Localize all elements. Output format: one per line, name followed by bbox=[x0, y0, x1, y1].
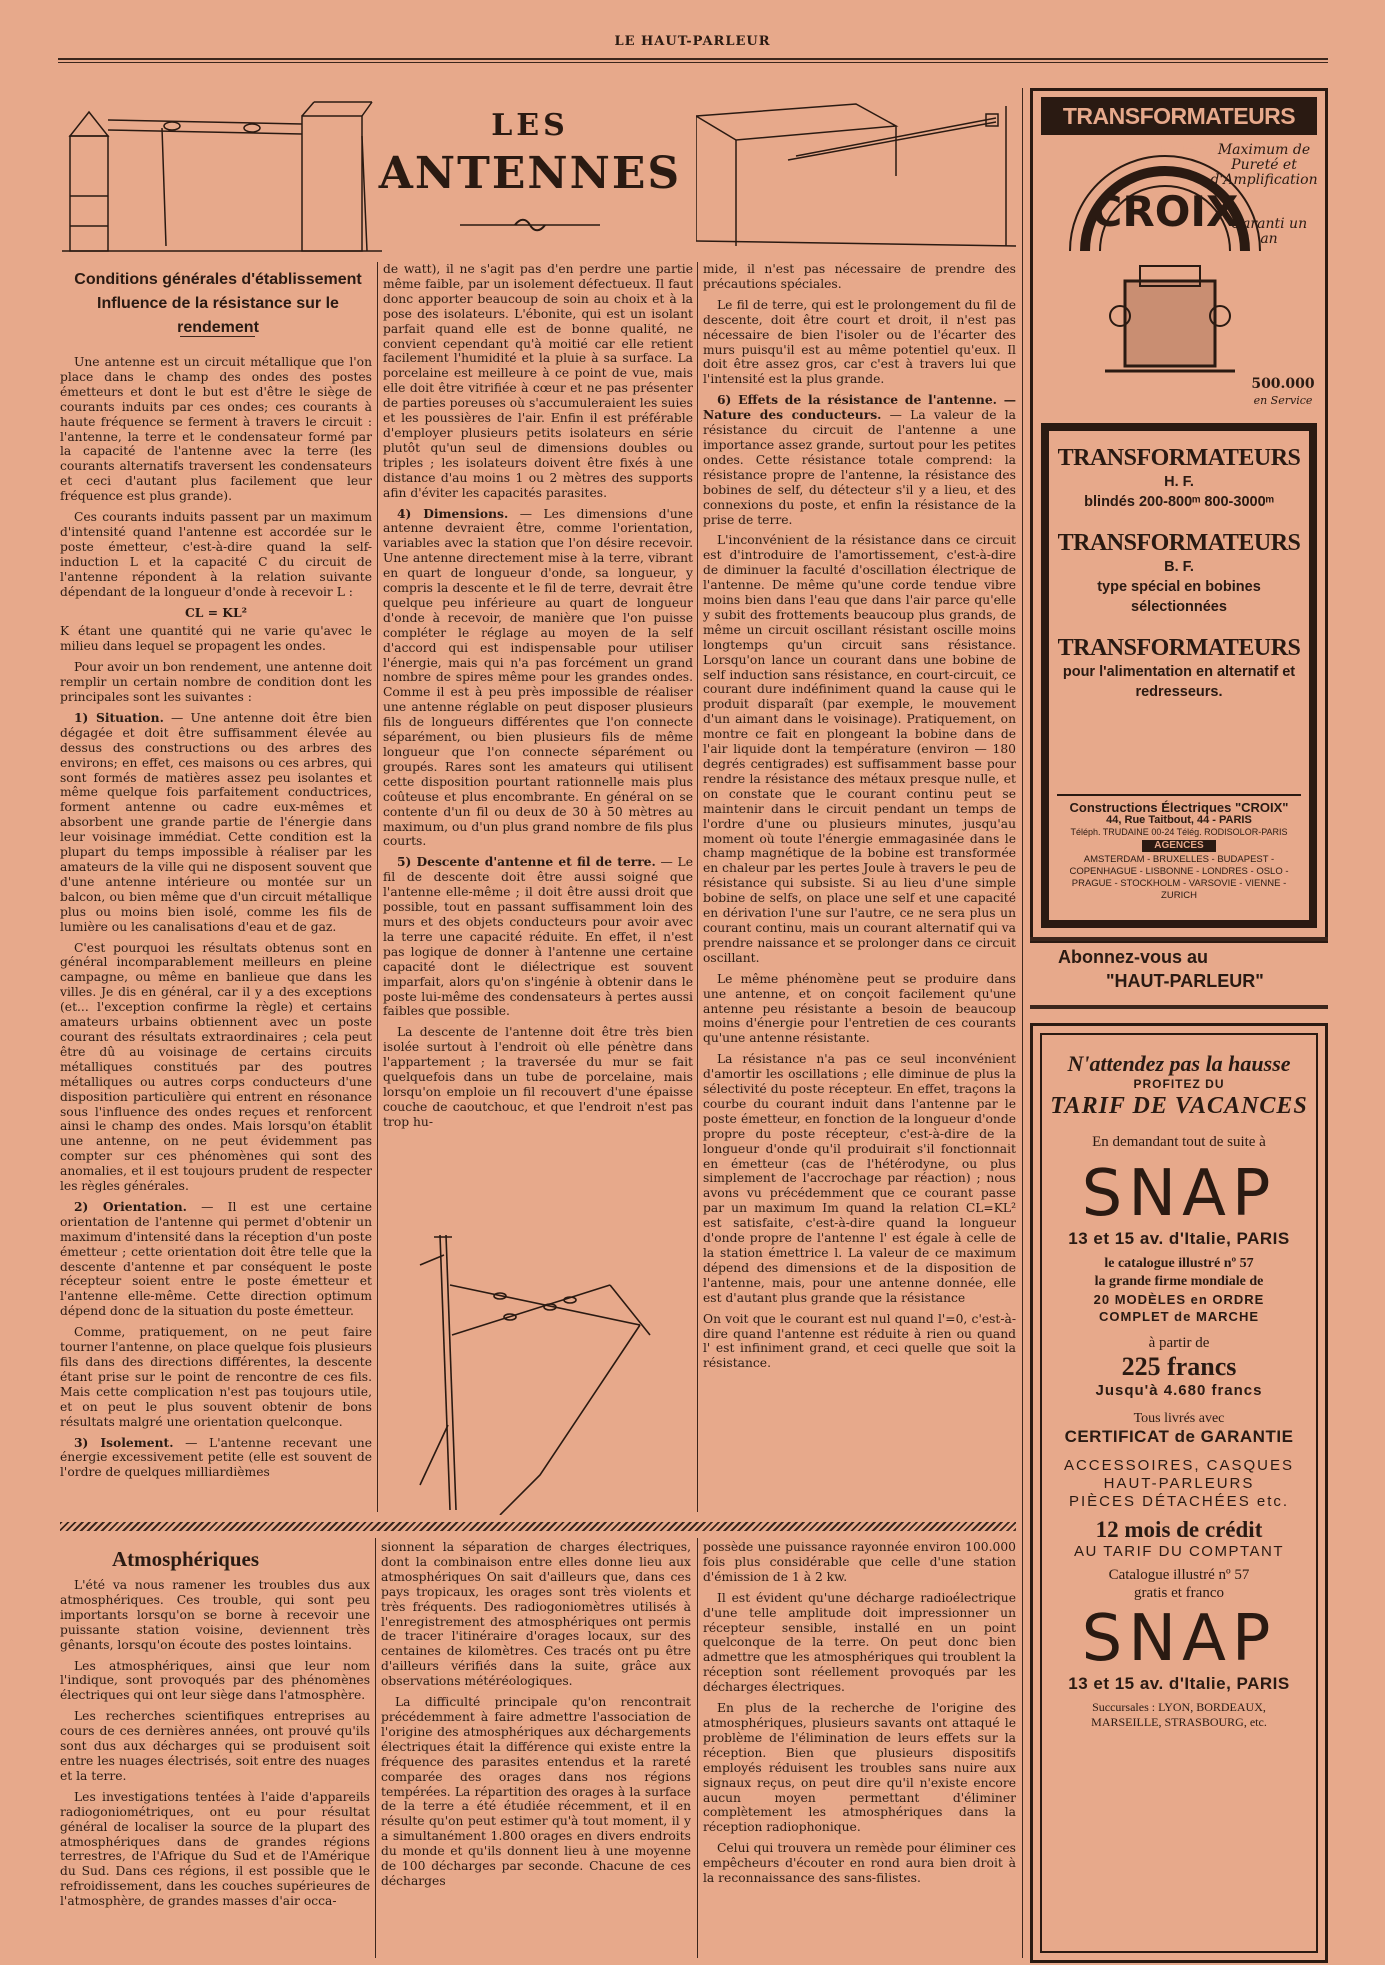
croix-products-inner bbox=[1049, 431, 1309, 920]
snap-address-2: 13 et 15 av. d'Italie, PARIS bbox=[1068, 1674, 1290, 1693]
ad-separator bbox=[1030, 937, 1328, 941]
croix-advertisement bbox=[1030, 88, 1328, 943]
paragraph: Les atmosphériques, ainsi que leur nom l'indique, sont provoqués par des phénomènes électriques qui ont leur siège dans l'atmosphère. bbox=[60, 1658, 370, 1703]
section-text: — Il est une certaine orientation de l'antenne qui permet d'obtenir un maximum d'intensité dans la réception d'un poste émetteur ; cette orientation doit être telle que la descente d'antenne et par conséquent le poste récepteur soient entre le poste émetteur et l'antenne elle-même. Cette direction optimum dépend donc de la situation du poste émetteur. bbox=[60, 1199, 372, 1319]
section-text: — Le fil de descente doit être aussi soigné que l'antenne elle-même ; il doit être aussi droit que possible, tout en passant suffisamment loin des murs et des objets conducteurs pour avoir avec la terre une capacité réduite. En effet, il n'est pas logique de donner à l'antenne une certaine capacité dont le diélectrique est souvent imparfait, alors qu'on s'ingénie à obtenir dans le poste lui-même des condensateurs à pertes aussi faibles que possible. bbox=[383, 855, 693, 1019]
snap-profitez: PROFITEZ DU bbox=[1133, 1077, 1225, 1091]
snap-tarif: TARIF DE VACANCES bbox=[1050, 1093, 1308, 1119]
paragraph: Celui qui trouvera un remède pour éliminer ces empêcheurs d'écouter en rond aura bien droit à la reconnaissance des sans-filistes. bbox=[703, 1841, 1016, 1886]
section-text: — La valeur de la résistance du circuit de l'antenne a une importance assez grande, surtout pour les petites ondes. Cette résistance totale comprend: la résistance propre de l'antenne, la résistance des bobines de self, du détecteur s'il y a lieu, et des connexions du poste, et enfin la résistance de la prise de terre. bbox=[703, 408, 1016, 527]
article-column-1 bbox=[60, 355, 372, 1510]
paragraph: On voit que le courant est nul quand l'=0, c'est-à-dire quand l'antenne est réduite à rien ou quand l' est infiniment grand, et ceci quelle que soit la résistance. bbox=[703, 1311, 1016, 1371]
snap-brand: SNAP bbox=[1081, 1157, 1277, 1231]
section-heading: 1) Situation. bbox=[74, 709, 164, 725]
subscribe-line-2: "HAUT-PARLEUR" bbox=[1106, 971, 1264, 991]
paragraph: La difficulté principale qu'on rencontrait précédemment à faire admettre l'association de l'origine des atmosphériques aux déchargements électriques était la différence qui existe entre la fréquence des parasites entendus et la rareté comparée des orages dans nos régions tempérées. La répartition des orages à la surface de la terre a été étudiée récemment, et il en résulte qu'on peut estimer qu'à tout moment, il y a simultanément 1.800 orages en divers endroits du monde et qu'ils donnent lieu à une moyenne de 100 décharges par seconde. Chacune de ces décharges bbox=[381, 1695, 691, 1888]
section-heading: 4) Dimensions. bbox=[397, 505, 509, 521]
section-text: — L'antenne recevant une énergie excessivement petite (elle est souvent de l'ordre de quelques milliardièmes bbox=[60, 1435, 372, 1480]
paragraph: La résistance n'a pas ce seul inconvénient d'amortir les oscillations ; elle diminue de plus la sélectivité du poste récepteur. En effet, traçons la courbe du courant induit dans l'antenne par le poste émetteur, en fonction de la longueur d'onde propre du poste récepteur, c'est-à-dire de la longueur d'onde qu'il produirait s'il fonctionnait en émetteur (cas de l'hétérodyne, ou plus simplement de l'accrochage par réaction) ; nous avons vu précédemment que ce courant passe par un maximum Im quand la relation CL=KL² est satisfaite, c'est-à-dire quand la longueur d'onde propre de l'antenne l' est égale à celle de la station émettrice l. La valeur de ce maximum dépend des dimensions et de la disposition de l'antenne, mais, pour une antenne donnée, elle est d'autant plus grande que la résistance bbox=[703, 1052, 1016, 1305]
paragraph: Pour avoir un bon rendement, une antenne doit remplir un certain nombre de condition dont les principales sont les suivantes : bbox=[60, 660, 372, 705]
formula: CL = KL² bbox=[184, 604, 248, 620]
masthead: LE HAUT-PARLEUR bbox=[614, 34, 771, 49]
croix-header: TRANSFORMATEURS B.F. bbox=[1041, 97, 1317, 135]
snap-upto: Jusqu'à 4.680 francs bbox=[1095, 1382, 1263, 1399]
atmo-column-1 bbox=[60, 1578, 370, 1960]
snap-catalogue-line: la grande firme mondiale de bbox=[1094, 1274, 1264, 1289]
snap-branches: MARSEILLE, STRASBOURG, etc. bbox=[1091, 1715, 1267, 1729]
croix-company: Constructions Électriques "CROIX" bbox=[1069, 800, 1289, 815]
snap-certificate: CERTIFICAT de GARANTIE bbox=[1064, 1427, 1294, 1446]
paragraph: possède une puissance rayonnée environ 100.000 fois plus considérable que celle d'une station d'émission de 1 à 2 kw. bbox=[703, 1540, 1016, 1584]
antenna-house-illustration bbox=[62, 96, 382, 261]
paragraph: Le même phénomène peut se produire dans une antenne, et on conçoit facilement qu'une antenne peu résistante a besoin de beaucoup moins d'énergie pour l'entretien de ces courants qu'une antenne résistante. bbox=[703, 971, 1016, 1046]
section-heading: 2) Orientation. bbox=[74, 1198, 187, 1214]
atmo-column-3 bbox=[703, 1540, 1016, 1960]
snap-free: gratis et franco bbox=[1134, 1585, 1224, 1601]
croix-telephone: Téléph. TRUDAINE 00-24 Télég. RODISOLOR-PARIS bbox=[1070, 827, 1288, 837]
croix-agences-label: AGENCES bbox=[1142, 840, 1215, 852]
paragraph: Le fil de terre, qui est le prolongement du fil de descente, doit être court et droit, il n'est pas nécessaire de bien l'isoler ou de l'écarter des murs puisqu'il est au même potentiel qu'eux. Il doit être assez gros, car c'est à travers lui que l'intensité est la plus grande. bbox=[703, 297, 1016, 387]
snap-models: COMPLET de MARCHE bbox=[1099, 1309, 1259, 1324]
column-divider-1 bbox=[377, 262, 378, 1512]
subtitle-line-1: Conditions générales d'établissement bbox=[74, 271, 362, 288]
snap-price: 225 francs bbox=[1121, 1352, 1237, 1381]
snap-headline: N'attendez pas la hausse bbox=[1067, 1051, 1291, 1076]
snap-address: 13 et 15 av. d'Italie, PARIS bbox=[1068, 1229, 1290, 1248]
atmo-title: Atmosphériques bbox=[112, 1547, 260, 1571]
section-heading: 3) Isolement. bbox=[74, 1434, 174, 1450]
snap-accessories: ACCESSOIRES, CASQUES bbox=[1063, 1457, 1295, 1474]
paragraph: Il est évident qu'une décharge radioélectrique d'une telle amplitude doit impressionner un récepteur sensible, installé en un point quelconque de la terre. On peut donc bien admettre que les atmosphériques qui troublent la réception sont réellement provoqués par les décharges électriques. bbox=[703, 1590, 1016, 1695]
croix-tagline-1: Maximum de Pureté et d'Amplification bbox=[1210, 142, 1318, 188]
snap-delivered: Tous livrés avec bbox=[1133, 1411, 1225, 1426]
paragraph: sionnent la séparation de charges électriques, dont la combinaison entre elles donne lieu aux atmosphériques On sait d'ailleurs que, dans ces pays tropicaux, les orages sont très violents et très fréquents. Des radiogoniomètres utilisés à l'enregistrement des atmosphériques ont permis de tracer l'itinéraire d'orages locaux, sur des centaines de kilomètres. Ces tracés ont pu être d'ailleurs vérifiés dans la suite, grâce aux observations météréologiques. bbox=[381, 1540, 691, 1689]
paragraph: K étant une quantité qui ne varie qu'avec le milieu dans lequel se propagent les ondes. bbox=[60, 624, 372, 654]
snap-comptant: AU TARIF DU COMPTANT bbox=[1074, 1543, 1284, 1560]
snap-demandant: En demandant tout de suite à bbox=[1092, 1134, 1266, 1150]
croix-address: 44, Rue Taitbout, 44 - PARIS bbox=[1106, 814, 1252, 826]
subtitle-line-2: Influence de la résistance sur le rendement bbox=[97, 295, 339, 336]
section-heading: 5) Descente d'antenne et fil de terre. bbox=[397, 854, 656, 870]
subscribe-notice bbox=[1058, 945, 1318, 993]
atmo-divider-2 bbox=[697, 1538, 698, 1958]
atmo-column-2 bbox=[381, 1540, 691, 1960]
section-text: — Une antenne doit être bien dégagée et doit être suffisamment élevée au dessus des constructions ou des arbres des environs; en effet, ces maisons ou ces arbres, qui sont formés de matières assez peu isolantes et même quelque fois parfaitement conductrices, forment antenne ou cadre eux-mêmes et absorbent une grande partie de l'énergie dans leur voisinage immédiat. Cette condition est la plupart du temps impossible à réaliser par les amateurs de la ville qui ne disposent souvent que d'une antenne intérieure ou montée sur un balcon, ou bien même que d'un circuit métallique plus ou moins bien isolé, comme les fils de lumière ou les canalisations d'eau et de gaz. bbox=[60, 710, 372, 934]
snap-accessories: PIÈCES DÉTACHÉES etc. bbox=[1068, 1493, 1290, 1510]
subscribe-line-1: Abonnez-vous au bbox=[1058, 947, 1209, 967]
product-line: pour l'alimentation en alternatif et redresseurs. bbox=[1062, 664, 1296, 700]
paragraph: En plus de la recherche de l'origine des atmosphériques, plusieurs savants ont attaqué le problème de l'élimination de leurs effets sur la réception. Bien que plusieurs dispositifs employés réduisent les troubles sans nuire aux signaux reçus, on peut dire qu'il n'existe encore aucun moyen permettant d'éliminer complètement les atmosphériques dans la réception radiophonique. bbox=[703, 1701, 1016, 1835]
snap-accessories: HAUT-PARLEURS bbox=[1103, 1475, 1255, 1492]
paragraph: mide, il n'est pas nécessaire de prendre des précautions spéciales. bbox=[703, 262, 1016, 291]
snap-models: 20 MODÈLES en ORDRE bbox=[1093, 1292, 1265, 1307]
section-heading: 6) Effets de la résistance de l'antenne. — Nature des conducteurs. bbox=[703, 392, 1016, 423]
top-rule bbox=[58, 58, 1328, 60]
mast-antenna-illustration bbox=[400, 1225, 680, 1515]
paragraph: Une antenne est un circuit métallique que l'on place dans le champ des ondes des postes émetteurs et dont le but est d'être le siège de courants induits par ces ondes; ces courants à haute fréquence se ferment à travers le circuit : l'antenne, la terre et le condensateur formé par la capacité de l'antenne avec la terre (les courants alternatifs traversent les condensateurs et ceci d'autant plus facilement que leur fréquence est plus grande). bbox=[60, 355, 372, 504]
product-title: TRANSFORMATEURS bbox=[1057, 530, 1301, 556]
product-title: TRANSFORMATEURS bbox=[1057, 445, 1301, 471]
title-ornament bbox=[460, 218, 600, 232]
croix-agences-list: AMSTERDAM - BRUXELLES - BUDAPEST - COPENHAGUE - LISBONNE - LONDRES - OSLO - PRAGUE - STOCKHOLM - VARSOVIE - VIENNE - ZURICH bbox=[1069, 854, 1289, 901]
paragraph: C'est pourquoi les résultats obtenus sont en général incomparablement meilleurs en pleine campagne, ou même en banlieue que dans les villes. Je dis en général, car il y a des exceptions (et... l'exception confirme la règle) et certains amateurs urbains obtiennent avec un poste courant des résultats extraordinaires ; cela peut être dû au voisinage de certains circuits métalliques constitués par des poutres métalliques ou autres corps conducteurs d'une disposition particulière qui entrent en résonance sous l'influence des ondes reçues et renforcent ainsi le champ des ondes. Mais lorsqu'on établit une antenne, on ne peut évidemment pas compter sur ces phénomènes qui sont des anomalies, et il est toujours prudent de respecter les règles générales. bbox=[60, 940, 372, 1194]
croix-address-block bbox=[1057, 794, 1301, 912]
snap-catalogue: Catalogue illustré nº 57 bbox=[1108, 1567, 1250, 1583]
snap-brand-2: SNAP bbox=[1081, 1602, 1277, 1676]
product-title: TRANSFORMATEURS bbox=[1057, 635, 1301, 661]
article-title-large: ANTENNES bbox=[378, 148, 682, 199]
snap-credit: 12 mois de crédit bbox=[1095, 1517, 1263, 1542]
product-line: type spécial en bobines bbox=[1097, 579, 1261, 595]
paragraph: de watt), il ne s'agit pas d'en perdre une partie même faible, par un isolement défectueux. Il faut donc apporter beaucoup de soin au choix et à la pose des isolateurs. L'ébonite, qui est un isolant parfait quand elle est de bonne qualité, ne convient cependant qu'à moitié car elle retient facilement l'humidité et la pluie à sa surface. La porcelaine est meilleure à ce point de vue, mais elle doit être vitrifiée à cœur et ne pas présenter de parties poreuses où s'accumuleraient les suies et les poussières de l'air. Enfin il est préférable d'employer plusieurs petits isolateurs en série plutôt qu'un seul de dimensions doubles ou triples ; les isolateurs doivent être fixés à une distance d'au moins 1 ou 2 mètres des supports afin d'éviter les capacités parasites. bbox=[383, 262, 693, 500]
product-line: B. F. bbox=[1164, 559, 1194, 575]
section-separator bbox=[60, 1522, 1016, 1531]
croix-brand-logo: CROIX bbox=[1091, 187, 1239, 236]
snap-catalogue-line: le catalogue illustré nº 57 bbox=[1104, 1256, 1254, 1271]
paragraph: La descente de l'antenne doit être très bien isolée surtout à l'endroit où elle pénètre dans l'appartement ; la traversée du mur se fait quelquefois dans un tube de porcelaine, mais lorsqu'on emploie un fil recouvert d'une épaisse couche de caoutchouc, et que l'endroit n'est pas trop hu- bbox=[383, 1025, 693, 1129]
snap-branches: Succursales : LYON, BORDEAUX, bbox=[1092, 1700, 1266, 1714]
product-line: H. F. bbox=[1164, 474, 1194, 490]
article-column-2 bbox=[383, 262, 693, 1207]
antenna-roof-illustration bbox=[696, 96, 1016, 251]
atmo-divider-1 bbox=[375, 1538, 376, 1958]
section-text: — Les dimensions d'une antenne devraient être, comme l'orientation, variables avec la station que l'on désire recevoir. Une antenne directement mise à la terre, vibrant en quart de longueur d'onde, sa longueur, y compris la descente et le fil de terre, devrait être quelque peu inférieure au quart de longueur d'onde à recevoir, de manière que l'on puisse compléter le réglage au moyen de la self d'accord qui est indispensable pour utiliser l'énergie, mais qui n'a pas forcément un grand nombre de spires même pour les grandes ondes. Comme il est à peu près impossible de réaliser une antenne réglable on peut disposer plusieurs fils de longueurs différentes que l'on connecte séparément, ou bien plusieurs fils de même longueur que l'on connecte séparément ou groupés. Rares sont les amateurs qui utilisent cette disposition pourtant rationnelle mais plus coûteuse et plus encombrante. En général on se contente d'un fil ou deux de 30 à 50 mètres au maximum, ou d'un plus grand nombre de fils plus courts. bbox=[383, 506, 693, 849]
paragraph: Comme, pratiquement, on ne peut faire tourner l'antenne, on place quelque fois plusieurs fils dans des directions différentes, la descente étant prise sur le point de rencontre de ces fils. Mais cette complication n'est pas toujours utile, et on peut le plus souvent obtenir de bons résultats malgré une orientation quelconque. bbox=[60, 1325, 372, 1429]
croix-top-panel bbox=[1033, 91, 1325, 421]
product-line: blindés 200-800ᵐ 800-3000ᵐ bbox=[1084, 494, 1274, 510]
column-divider-2 bbox=[697, 262, 698, 1512]
croix-sold-count: 500.000 bbox=[1251, 376, 1315, 392]
snap-inner bbox=[1040, 1033, 1318, 1953]
croix-sold-sub: en Service bbox=[1253, 394, 1313, 407]
subtitle-rule bbox=[180, 336, 255, 337]
article-subtitle bbox=[60, 268, 376, 340]
article-title-small: LES bbox=[491, 108, 569, 143]
croix-tagline-2: Garanti un an bbox=[1230, 216, 1308, 247]
column-divider-ads bbox=[1022, 88, 1023, 1958]
snap-from: à partir de bbox=[1148, 1335, 1210, 1351]
snap-advertisement bbox=[1030, 1023, 1328, 1963]
product-line: sélectionnées bbox=[1131, 599, 1227, 615]
croix-products-panel bbox=[1041, 423, 1317, 928]
paragraph: Les recherches scientifiques entreprises au cours de ces dernières années, ont prouvé qu'ils sont dus aux décharges qui se produisent soit entre les nuages électrisés, soit entre des nuages et la terre. bbox=[60, 1709, 370, 1783]
paragraph: Les investigations tentées à l'aide d'appareils radiogoniométriques, ont eu pour résultat général de localiser la source de la plupart des atmosphériques dans de grandes régions terrestres, de l'Afrique du Sud et de l'Amérique du Sud. Dans ces régions, il est possible que le refroidissement, dans les couches supérieures de l'atmosphère, de grandes masses d'air occa- bbox=[60, 1789, 370, 1909]
paragraph: L'inconvénient de la résistance dans ce circuit est d'introduire de l'amortissement, c'est-à-dire de diminuer la faculté d'oscillation électrique de l'antenne. De même qu'une corde tendue vibre moins bien dans l'eau que dans l'air parce qu'elle y subit des frottements beaucoup plus grands, de même un circuit oscillant résistant oscille moins longtemps qu'un circuit sans résistance. Lorsqu'on lance un courant dans une bobine de self induction sans résistance, en court-circuit, ce courant dure indéfiniment quand la cause qui le produit disparaît (par exemple, le mouvement d'un aimant dans le voisinage). Pratiquement, on montre ce fait en plongeant la bobine dans de l'air liquide dont la température (environ — 180 degrés centigrades) est suffisamment basse pour rendre la résistance des métaux presque nulle, et on constate que le courant continu peut se maintenir dans le circuit pendant un temps de l'ordre d'une ou plusieurs minutes, jusqu'au moment où toute l'énergie emmagasinée dans le champ magnétique de la bobine est transformée en chaleur par les pertes Joule à travers le peu de résistance qui subsiste. Si au lieu d'une simple bobine de selfs, on place une self et une capacité en dérivation l'une sur l'autre, ce ne sera plus un courant continu, mais un courant alternatif qui va prendre naissance et se prolonger dans ce circuit oscillant. bbox=[703, 533, 1016, 965]
article-column-3 bbox=[703, 262, 1016, 1512]
paragraph: Ces courants induits passent par un maximum d'intensité quand l'antenne est accordée sur le poste émetteur, c'est-à-dire quand la self-induction L et la capacité C du circuit de l'antenne répondent à la relation suivante dépendant de la longueur d'onde à recevoir L : bbox=[60, 510, 372, 599]
ad-separator bbox=[1030, 1005, 1328, 1009]
top-rule-thin bbox=[58, 62, 1328, 63]
paragraph: L'été va nous ramener les troubles dus aux atmosphériques. Ces trouble, qui sont peu importants lorsqu'on se borne à recevoir une puissante station voisine, deviennent très gênants, lorsqu'on écoute des postes lointains. bbox=[60, 1578, 370, 1652]
